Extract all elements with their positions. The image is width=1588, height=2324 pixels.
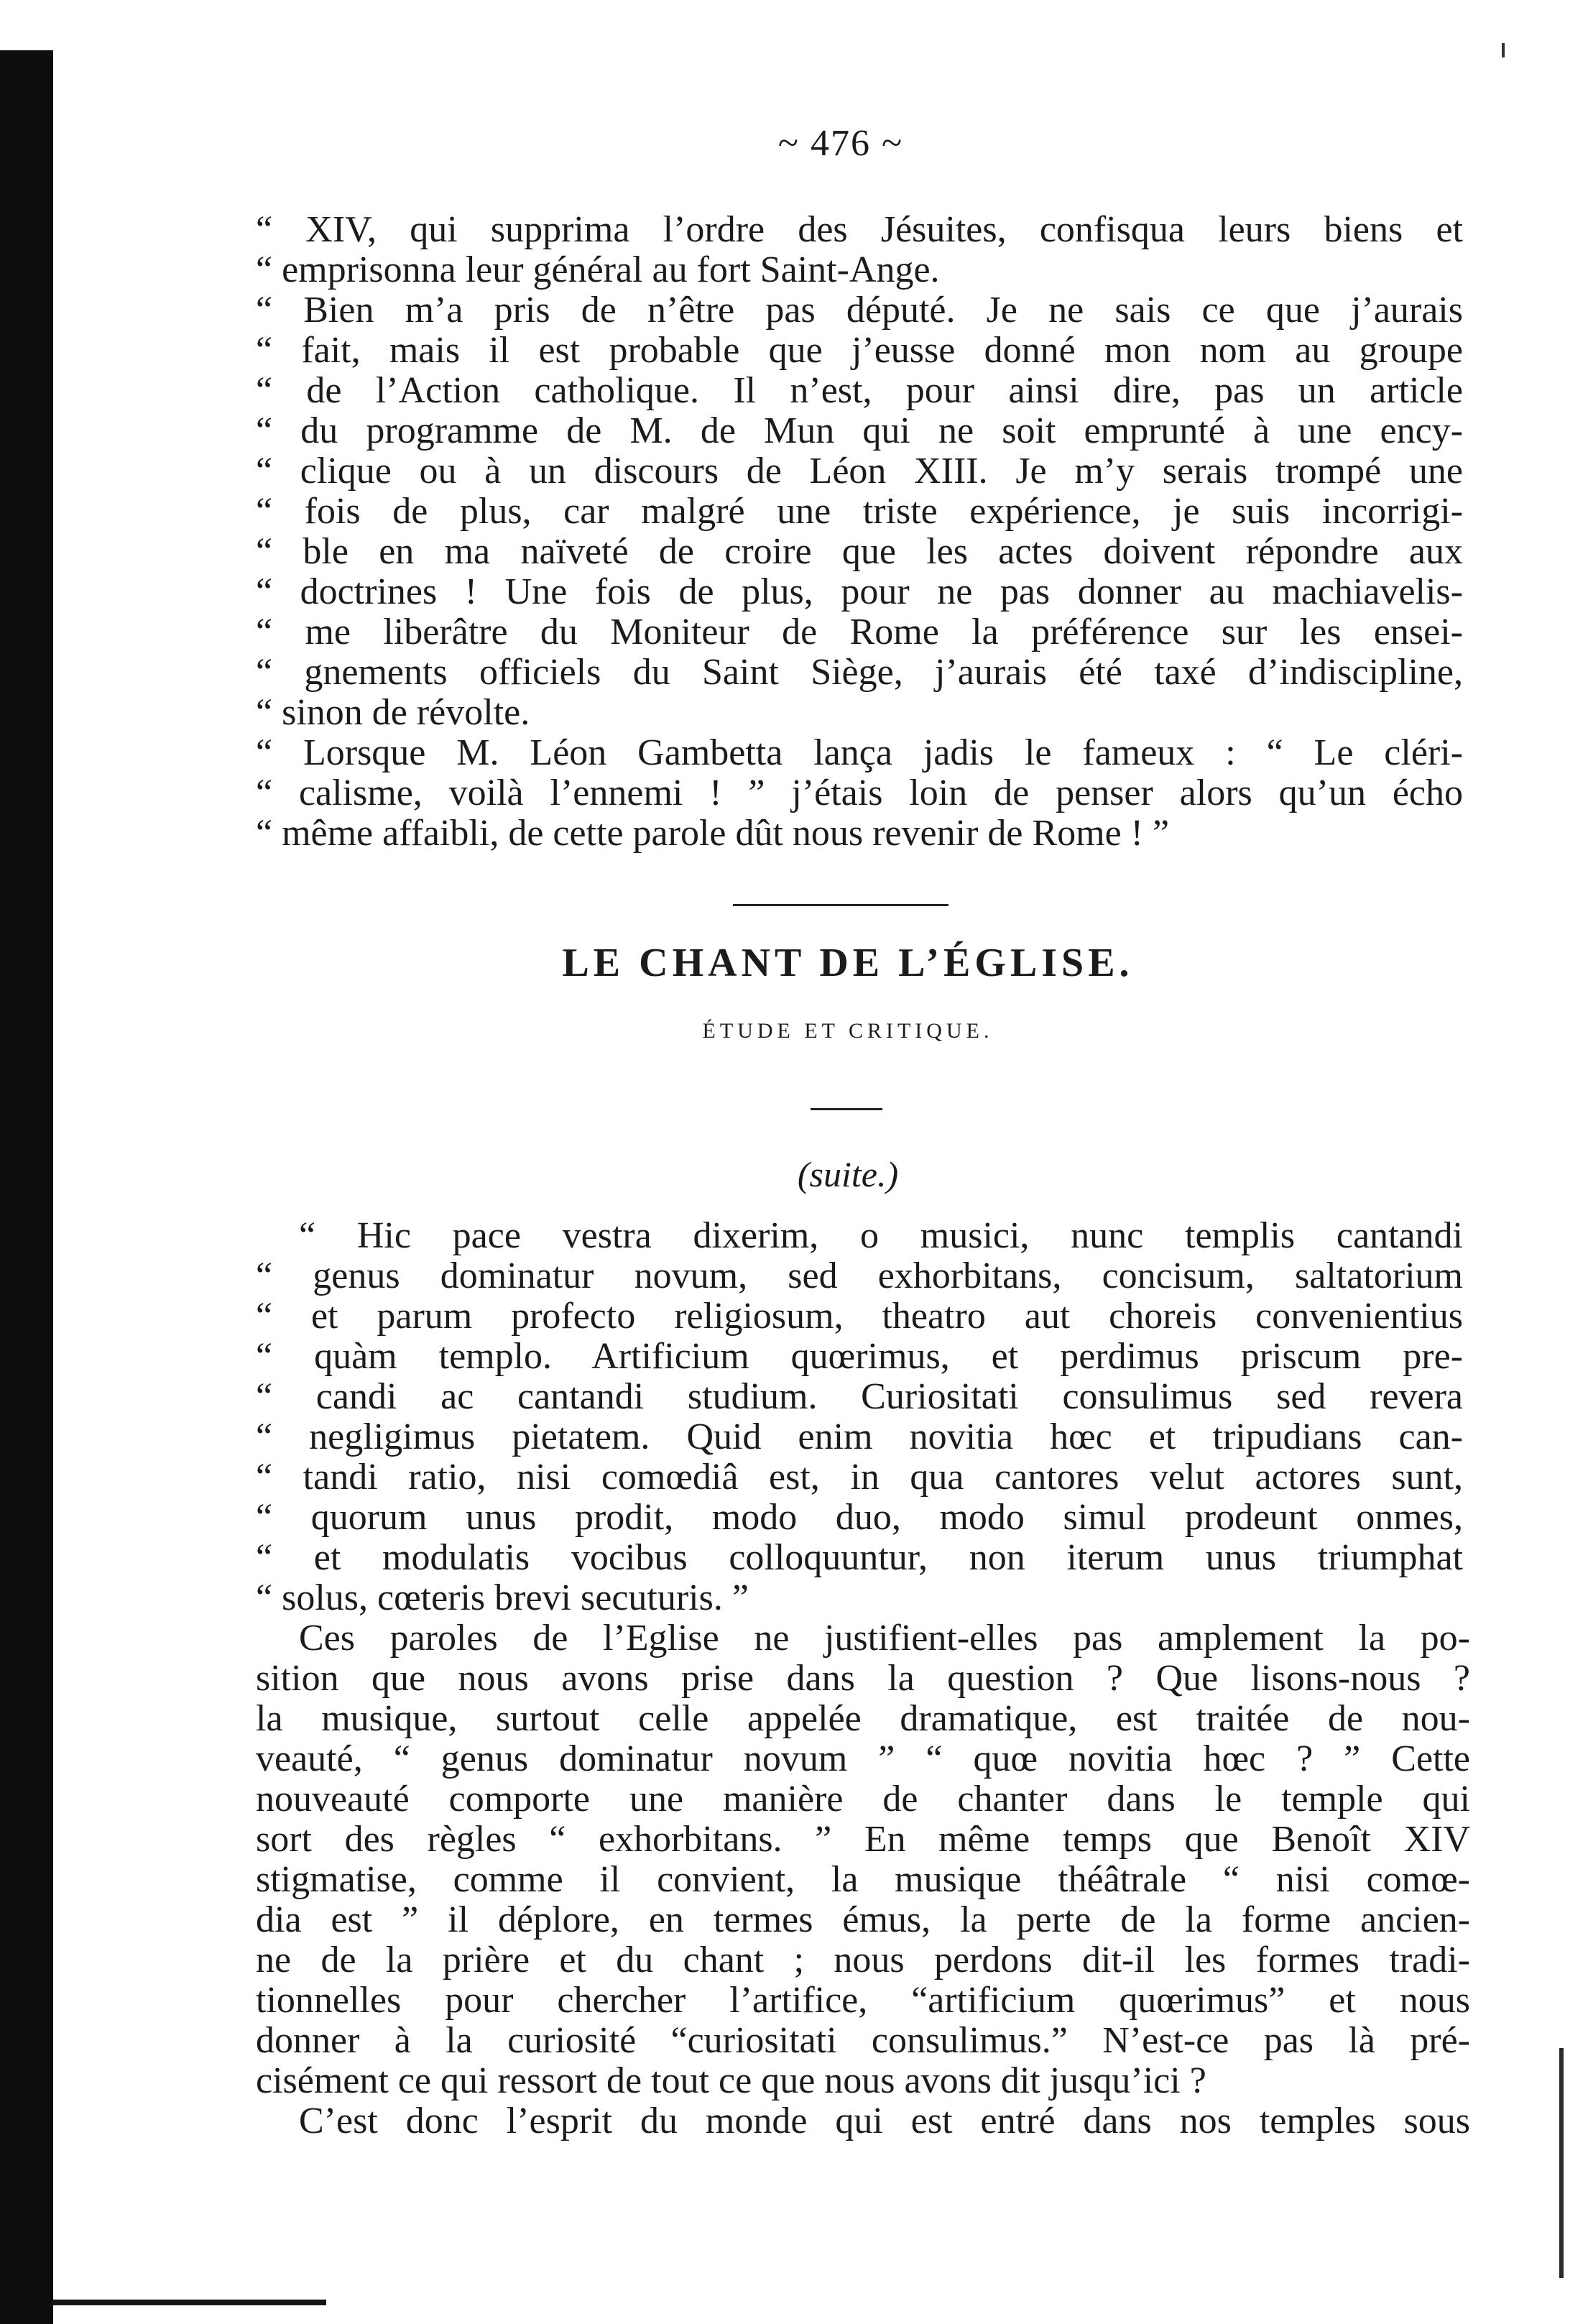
- article-title: LE CHANT DE L’ÉGLISE.: [562, 941, 1134, 985]
- subtitle-divider: [811, 1108, 882, 1110]
- quote-line: “ sinon de révolte.: [256, 693, 530, 733]
- scan-left-edge: [0, 50, 53, 2324]
- body-line: nouveauté comporte une manière de chanter dans le temple qui: [256, 1779, 1470, 1820]
- section-divider: [733, 904, 948, 906]
- body-line: dia est ” il déplore, en termes émus, la perte de la forme ancien-: [256, 1900, 1470, 1940]
- page-number-header: [733, 122, 948, 165]
- body-line: stigmatise, comme il convient, la musique théâtrale “ nisi comœ-: [256, 1860, 1470, 1900]
- quote-line: “ fait, mais il est probable que j’eusse donné mon nom au groupe: [256, 331, 1463, 371]
- scan-right-edge-mark: [1559, 2048, 1564, 2278]
- quote-line: “ Lorsque M. Léon Gambetta lança jadis le fameux : “ Le cléri-: [256, 733, 1463, 773]
- quote-line: “ Bien m’a pris de n’être pas député. Je ne sais ce que j’aurais: [256, 290, 1463, 331]
- quote-line: “ gnements officiels du Saint Siège, j’aurais été taxé d’indiscipline,: [256, 653, 1463, 693]
- body-line: la musique, surtout celle appelée dramatique, est traitée de nou-: [256, 1699, 1470, 1739]
- quote-line: “ du programme de M. de Mun qui ne soit emprunté à une ency-: [256, 411, 1463, 451]
- quote-line: “ calisme, voilà l’ennemi ! ” j’étais loin de penser alors qu’un écho: [256, 773, 1463, 813]
- continuation-label: (suite.): [797, 1154, 899, 1194]
- body-line: cisément ce qui ressort de tout ce que nous avons dit jusqu’ici ?: [256, 2061, 1206, 2101]
- body-line: donner à la curiosité “curiositati consulimus.” N’est-ce pas là pré-: [256, 2021, 1470, 2061]
- latin-line: “ et parum profecto religiosum, theatro aut choreis convenientius: [256, 1296, 1463, 1337]
- quote-line: “ XIV, qui supprima l’ordre des Jésuites, confisqua leurs biens et: [256, 210, 1463, 250]
- quote-line: “ clique ou à un discours de Léon XIII. Je m’y serais trompé une: [256, 451, 1463, 492]
- page-number: 476: [811, 123, 871, 164]
- article-subtitle: ÉTUDE ET CRITIQUE.: [702, 1019, 994, 1043]
- quote-line: “ même affaibli, de cette parole dût nous revenir de Rome ! ”: [256, 813, 1170, 854]
- latin-line: “ genus dominatur novum, sed exhorbitans, concisum, saltatorium: [256, 1256, 1463, 1296]
- scan-bottom-edge: [53, 2300, 326, 2305]
- quote-line: “ de l’Action catholique. Il n’est, pour ainsi dire, pas un article: [256, 371, 1463, 411]
- quote-line: “ fois de plus, car malgré une triste expérience, je suis incorrigi-: [256, 492, 1463, 532]
- quote-line: “ me liberâtre du Moniteur de Rome la préférence sur les ensei-: [256, 612, 1463, 653]
- top-quote-block: [256, 210, 1463, 854]
- scan-stray-mark: [1502, 43, 1505, 57]
- body-line: tionnelles pour chercher l’artifice, “artificium quœrimus” et nous: [256, 1981, 1470, 2021]
- body-line: C’est donc l’esprit du monde qui est entré dans nos temples sous: [299, 2101, 1470, 2141]
- body-line: sort des règles “ exhorbitans. ” En même temps que Benoît XIV: [256, 1820, 1470, 1860]
- quote-line: “ emprisonna leur général au fort Saint-Ange.: [256, 250, 940, 290]
- ornament-right: ~: [882, 123, 904, 164]
- latin-line: “ candi ac cantandi studium. Curiositati consulimus sed revera: [256, 1377, 1463, 1417]
- body-line: Ces paroles de l’Eglise ne justifient-elles pas amplement la po-: [299, 1618, 1470, 1659]
- latin-line: “ et modulatis vocibus colloquuntur, non iterum unus triumphat: [256, 1538, 1463, 1578]
- latin-line: “ quorum unus prodit, modo duo, modo simul prodeunt onmes,: [256, 1498, 1463, 1538]
- latin-line: “ solus, cœteris brevi secuturis. ”: [256, 1578, 749, 1618]
- body-line: ne de la prière et du chant ; nous perdons dit-il les formes tradi-: [256, 1940, 1470, 1981]
- latin-line: “ quàm templo. Artificium quœrimus, et perdimus priscum pre-: [256, 1337, 1463, 1377]
- body-line: veauté, “ genus dominatur novum ” “ quœ novitia hœc ? ” Cette: [256, 1739, 1470, 1779]
- body-paragraph: [256, 1618, 1470, 2141]
- latin-line: “ negligimus pietatem. Quid enim novitia hœc et tripudians can-: [256, 1417, 1463, 1457]
- quote-line: “ doctrines ! Une fois de plus, pour ne pas donner au machiavelis-: [256, 572, 1463, 612]
- latin-line: “ tandi ratio, nisi comœdiâ est, in qua cantores velut actores sunt,: [256, 1457, 1463, 1498]
- ornament-left: ~: [777, 123, 800, 164]
- latin-line: “ Hic pace vestra dixerim, o musici, nunc templis cantandi: [299, 1216, 1463, 1256]
- body-line: sition que nous avons prise dans la question ? Que lisons-nous ?: [256, 1659, 1470, 1699]
- latin-quote-block: [256, 1216, 1463, 1618]
- quote-line: “ ble en ma naïveté de croire que les actes doivent répondre aux: [256, 532, 1463, 572]
